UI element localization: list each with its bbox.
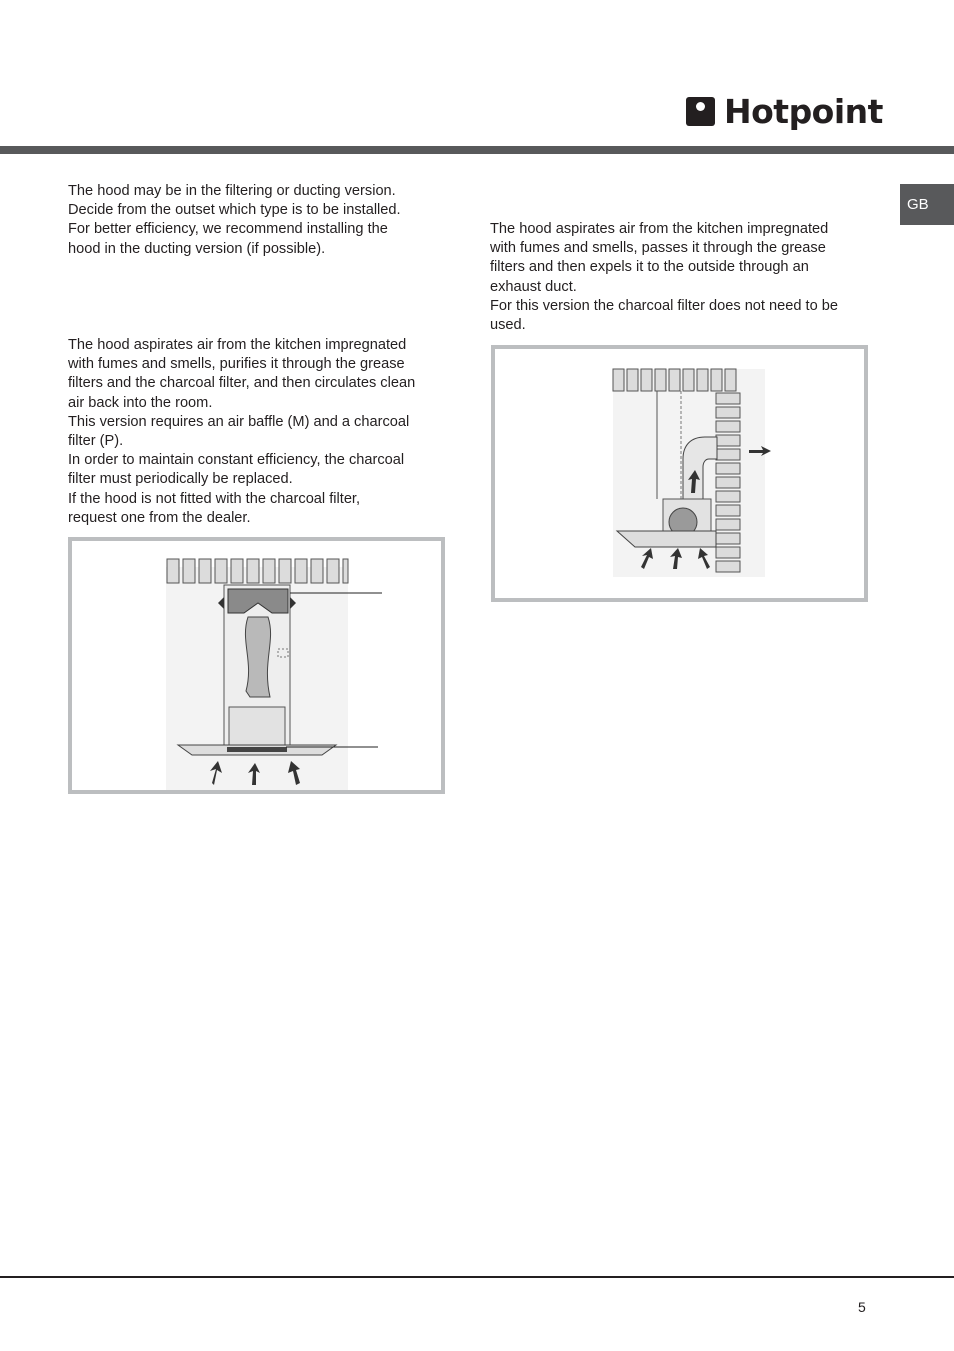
page-number: 5 bbox=[858, 1299, 866, 1315]
brand-name: Hotpoint bbox=[724, 91, 883, 131]
charcoal-filter bbox=[227, 747, 287, 752]
hotpoint-logo bbox=[686, 90, 883, 132]
motor-housing bbox=[229, 707, 285, 745]
ducting-version-paragraph bbox=[490, 220, 838, 335]
ducting-version-figure bbox=[491, 345, 868, 602]
flexible-duct bbox=[245, 617, 270, 697]
text-line: If the hood is not fitted with the charcoal filter, bbox=[68, 490, 361, 507]
text-line: with fumes and smells, purifies it through the grease bbox=[68, 356, 405, 373]
language-tab: GB bbox=[900, 184, 954, 225]
text-line: with fumes and smells, passes it through the grease bbox=[490, 240, 826, 257]
text-line: This version requires an air baffle (M) and a charcoal bbox=[68, 413, 410, 430]
footer-divider bbox=[0, 1276, 954, 1278]
filtering-version-paragraph bbox=[68, 336, 415, 528]
ceiling-bricks bbox=[613, 369, 736, 391]
filtering-hood-illustration bbox=[72, 541, 441, 790]
hotpoint-logo-mark-icon bbox=[686, 97, 715, 126]
text-line: air back into the room. bbox=[68, 394, 213, 411]
text-line: For this version the charcoal filter does not need to be bbox=[490, 297, 839, 314]
intro-paragraph bbox=[68, 182, 401, 259]
text-line: filter (P). bbox=[68, 433, 124, 450]
text-line: exhaust duct. bbox=[490, 278, 577, 295]
text-line: used. bbox=[490, 317, 526, 334]
hood-canopy bbox=[617, 531, 716, 547]
ceiling-bricks bbox=[167, 559, 348, 583]
text-line: The hood may be in the filtering or ducting version. bbox=[68, 183, 396, 199]
text-line: The hood aspirates air from the kitchen impregnated bbox=[490, 221, 829, 237]
text-line: filter must periodically be replaced. bbox=[68, 471, 293, 488]
text-line: For better efficiency, we recommend installing the bbox=[68, 221, 388, 238]
text-line: hood in the ducting version (if possible). bbox=[68, 240, 326, 257]
text-line: Decide from the outset which type is to be installed. bbox=[68, 202, 401, 219]
ducting-hood-illustration bbox=[495, 349, 864, 598]
text-line: filters and then expels it to the outside through an bbox=[490, 259, 809, 276]
header-divider bbox=[0, 146, 954, 154]
text-line: The hood aspirates air from the kitchen impregnated bbox=[68, 337, 407, 353]
text-line: request one from the dealer. bbox=[68, 509, 251, 526]
text-line: filters and the charcoal filter, and then circulates clean bbox=[68, 375, 416, 392]
filtering-version-figure bbox=[68, 537, 445, 794]
text-line: In order to maintain constant efficiency, the charcoal bbox=[68, 452, 405, 469]
